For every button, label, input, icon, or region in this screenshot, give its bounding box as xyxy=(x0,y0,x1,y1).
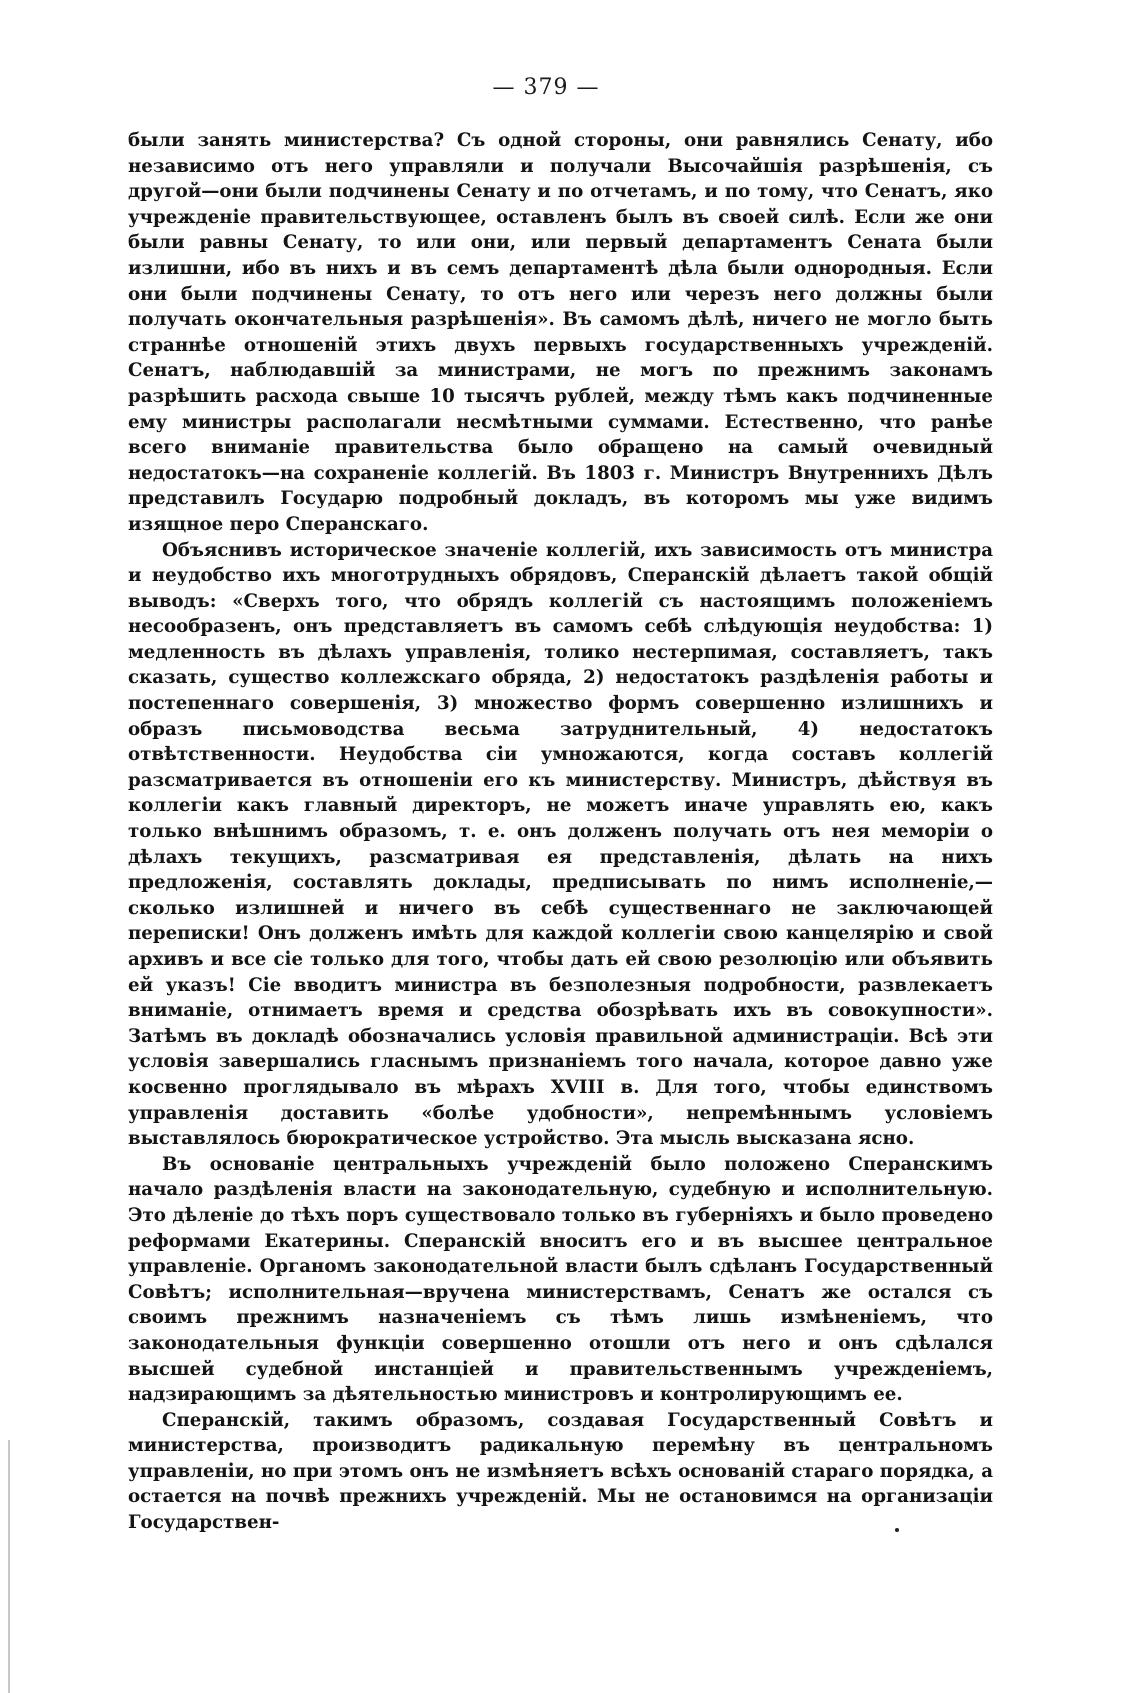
page-number: — 379 — xyxy=(492,75,600,100)
ink-speck xyxy=(895,1528,899,1532)
paragraph-2: Объяснивъ историческое значеніе коллегій, ихъ зависимость отъ министра и неудобство ихъ многотрудныхъ обрядовъ, Сперанскій дѣлаетъ такой общій выводъ: «Сверхъ того, что обрядъ коллегій съ настоящимъ положеніемъ несообразенъ, онъ представляетъ въ самомъ себѣ слѣдующія неудобства: 1) медленность въ дѣлахъ управленія, толико нестерпимая, составляетъ, такъ сказать, существо коллежскаго обряда, 2) недостатокъ раздѣленія работы и постепеннаго совершенія, 3) множество формъ совершенно излишнихъ и образъ письмоводства весьма затруднительный, 4) недостатокъ отвѣтственности. Неудобства сіи умножаются, когда составъ коллегій разсматривается въ отношеніи его къ министерству. Министръ, дѣйствуя въ коллегіи какъ главный директоръ, не можетъ иначе управлять ею, какъ только внѣшнимъ образомъ, т. е. онъ долженъ получать отъ нея меморіи о дѣлахъ текущихъ, разсматривая ея представленія, дѣлать на нихъ предложенія, составлять доклады, предписывать по нимъ исполненіе,—сколько излишней и ничего въ себѣ существеннаго не заключающей переписки! Онъ долженъ имѣть для каждой коллегіи свою канцелярію и свой архивъ и все сіе только для того, чтобы дать ей свою резолюцію или объявить ей указъ! Сіе вводитъ министра въ безполезныя подробности, развлекаетъ вниманіе, отнимаетъ время и средства обозрѣвать ихъ въ совокупности». Затѣмъ въ докладѣ обозначались условія правильной администраціи. Всѣ эти условія завершались гласнымъ признаніемъ того начала, которое давно уже косвенно проглядывало въ мѣрахъ XVIII в. Для того, чтобы единствомъ управленія доставить «болѣе удобности», непремѣннымъ условіемъ выставлялось бюрократическое устройство. Эта мысль высказана ясно. xyxy=(128,539,993,1150)
paragraph-3: Въ основаніе центральныхъ учрежденій было положено Сперанскимъ начало раздѣленія власти на законодательную, судебную и исполнительную. Это дѣленіе до тѣхъ поръ существовало только въ губерніяхъ и было проведено реформами Екатерины. Сперанскій вноситъ его и въ высшее центральное управленіе. Органомъ законодательной власти былъ сдѣланъ Государственный Совѣтъ; исполнительная—вручена министерствамъ, Сенатъ же остался съ своимъ прежнимъ назначеніемъ съ тѣмъ лишь измѣненіемъ, что законодательныя функціи совершенно отошли отъ него и онъ сдѣлался высшей судебной инстанціей и правительственнымъ учрежденіемъ, надзирающимъ за дѣятельностью министровъ и контролирующимъ ее. xyxy=(128,1153,993,1406)
scan-edge-line xyxy=(8,1440,10,1693)
paragraph-1: были занять министерства? Съ одной стороны, они равнялись Сенату, ибо независимо отъ него управляли и получали Высочайшія разрѣшенія, съ другой—они были подчинены Сенату и по отчетамъ, и по тому, что Сенатъ, яко учрежденіе правительствующее, оставленъ былъ въ своей силѣ. Если же они были равны Сенату, то или они, или первый департаментъ Сената были излишни, ибо въ нихъ и въ семъ департаментѣ дѣла были однородныя. Если они были подчинены Сенату, то отъ него или черезъ него должны были получать окончательныя разрѣшенія». Въ самомъ дѣлѣ, ничего не могло быть страннѣе отношеній этихъ двухъ первыхъ государственныхъ учрежденій. Сенатъ, наблюдавшій за министрами, не могъ по прежнимъ законамъ разрѣшить расхода свыше 10 тысячъ рублей, между тѣмъ какъ подчиненные ему министры располагали несмѣтными суммами. Естественно, что ранѣе всего вниманіе правительства было обращено на самый очевидный недостатокъ—на сохраненіе коллегій. Въ 1803 г. Министръ Внутреннихъ Дѣлъ представилъ Государю подробный докладъ, въ которомъ мы уже видимъ изящное перо Сперанскаго. xyxy=(128,130,993,535)
paragraph-4: Сперанскій, такимъ образомъ, создавая Государственный Совѣтъ и министерства, производитъ радикальную перемѣну въ центральномъ управленіи, но при этомъ онъ не измѣняетъ всѣхъ основаній стараго порядка, а остается на почвѣ прежнихъ учрежденій. Мы не остановимся на организаціи Государствен- xyxy=(128,1409,993,1534)
body-text xyxy=(128,128,993,1536)
